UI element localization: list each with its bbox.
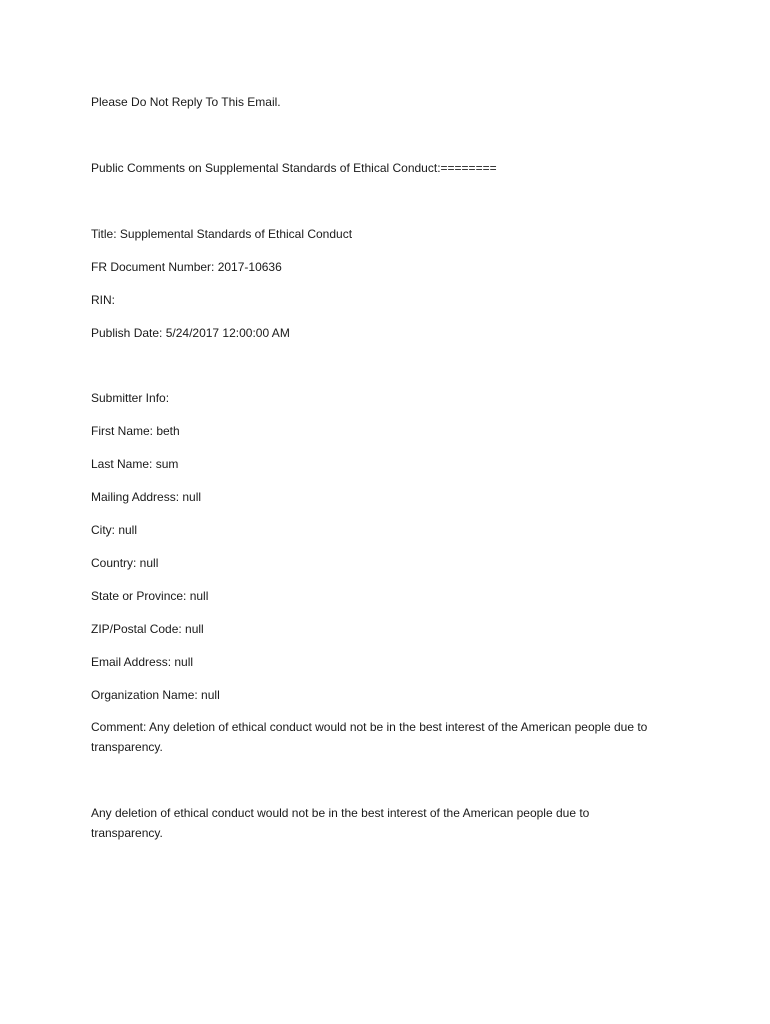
comments-heading: Public Comments on Supplemental Standards of Ethical Conduct:======== [91,161,497,175]
comment-body: Any deletion of ethical conduct would not be in the best interest of the American people due to transparency. [91,806,590,840]
city: City: null [91,523,138,537]
email-address: Email Address: null [91,655,194,669]
mailing-address: Mailing Address: null [91,490,202,504]
submitter-info-header: Submitter Info: [91,391,170,405]
first-name: First Name: beth [91,424,180,438]
fr-document-number: FR Document Number: 2017-10636 [91,260,282,274]
publish-date: Publish Date: 5/24/2017 12:00:00 AM [91,326,290,340]
zip-postal-code: ZIP/Postal Code: null [91,622,204,636]
comment: Comment: Any deletion of ethical conduct would not be in the best interest of the American people due to transparency. [91,720,648,754]
document-title: Title: Supplemental Standards of Ethical Conduct [91,227,353,241]
organization-name: Organization Name: null [91,688,220,702]
country: Country: null [91,556,159,570]
no-reply-notice: Please Do Not Reply To This Email. [91,95,281,109]
state-or-province: State or Province: null [91,589,209,603]
last-name: Last Name: sum [91,457,179,471]
rin: RIN: [91,293,115,307]
